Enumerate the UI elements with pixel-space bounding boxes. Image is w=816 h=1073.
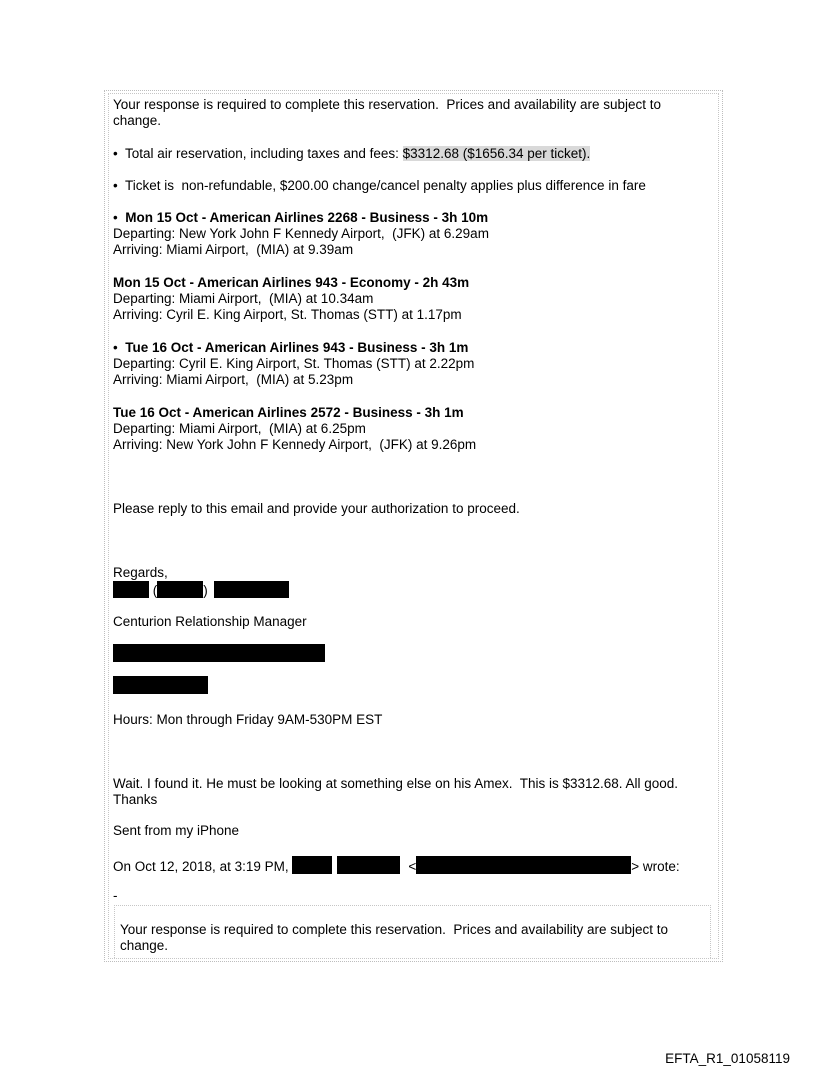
flight-arriving: Arriving: Miami Airport, (MIA) at 9.39am <box>113 242 354 257</box>
hours-line: Hours: Mon through Friday 9AM-530PM EST <box>113 712 383 727</box>
flight-departing: Departing: Miami Airport, (MIA) at 10.34am <box>113 291 374 306</box>
bullet-glyph: • <box>113 146 118 161</box>
flight-heading-text: Tue 16 Oct - American Airlines 2572 - Business - 3h 1m <box>113 405 464 420</box>
flight-segment <box>113 210 712 258</box>
bullet-glyph: • <box>113 340 118 355</box>
quoted-intro-paragraph: Your response is required to complete this reservation. Prices and availability are subject to change. <box>120 922 672 953</box>
bullet-glyph: • <box>113 210 118 225</box>
job-title-line: Centurion Relationship Manager <box>113 614 307 629</box>
dash-line: - <box>113 888 118 903</box>
paren-open: ( <box>149 583 158 598</box>
flight-heading <box>113 210 712 226</box>
bullet-spacer <box>118 178 125 193</box>
sent-from-line: Sent from my iPhone <box>113 823 240 838</box>
bates-number: EFTA_R1_01058119 <box>665 1051 790 1066</box>
reply-body: Wait. I found it. He must be looking at something else on his Amex. This is $3312.68. All good. Thanks <box>113 776 682 807</box>
redaction-bar <box>113 676 208 694</box>
flight-segment <box>113 275 712 323</box>
reply-request-line: Please reply to this email and provide your authorization to proceed. <box>113 501 520 516</box>
flight-departing: Departing: New York John F Kennedy Airport, (JFK) at 6.29am <box>113 226 489 241</box>
flight-heading-text: Mon 15 Oct - American Airlines 2268 - Business - 3h 10m <box>125 210 489 225</box>
flight-segment <box>113 405 712 453</box>
nested-quote-box <box>114 905 711 959</box>
outer-quote-border <box>104 90 723 962</box>
angle-close-wrote: > wrote: <box>631 859 680 874</box>
flight-heading-text: Mon 15 Oct - American Airlines 943 - Economy - 2h 43m <box>113 275 470 290</box>
bullet-spacer <box>118 146 125 161</box>
redaction-bar <box>113 581 149 598</box>
redaction-bar <box>337 856 400 874</box>
flight-arriving: Arriving: Miami Airport, (MIA) at 5.23pm <box>113 372 354 387</box>
paren-close: ) <box>203 583 208 598</box>
redaction-bar <box>292 856 332 874</box>
flight-arriving: Arriving: New York John F Kennedy Airport, (JFK) at 9.26pm <box>113 437 477 452</box>
flight-heading-text: Tue 16 Oct - American Airlines 943 - Business - 3h 1m <box>125 340 469 355</box>
bullet-glyph: • <box>113 178 118 193</box>
inner-quote-border <box>108 93 719 959</box>
intro-paragraph: Your response is required to complete this reservation. Prices and availability are subject to change. <box>113 97 665 128</box>
total-fare-text: Total air reservation, including taxes and fees: <box>125 146 403 161</box>
quote-prefix: On Oct 12, 2018, at 3:19 PM, <box>113 859 293 874</box>
flight-departing: Departing: Cyril E. King Airport, St. Thomas (STT) at 2.22pm <box>113 356 475 371</box>
redaction-bar <box>214 581 289 598</box>
flight-heading <box>113 340 712 356</box>
redaction-bar <box>157 581 203 598</box>
quote-attribution-line <box>113 856 712 876</box>
signature-redacted-line <box>113 581 712 600</box>
angle-open: < <box>408 859 417 874</box>
flight-departing: Departing: Miami Airport, (MIA) at 6.25pm <box>113 421 366 436</box>
total-fare-highlight: $3312.68 ($1656.34 per ticket). <box>402 146 591 161</box>
redaction-bar <box>416 856 631 874</box>
ticket-policy-line <box>113 178 712 194</box>
flight-arriving: Arriving: Cyril E. King Airport, St. Thomas (STT) at 1.17pm <box>113 307 462 322</box>
ticket-policy-text: Ticket is non-refundable, $200.00 change/cancel penalty applies plus difference in fare <box>125 178 646 193</box>
redaction-bar <box>113 644 325 662</box>
regards-line: Regards, <box>113 565 168 580</box>
total-fare-line <box>113 146 712 162</box>
flight-segment <box>113 340 712 388</box>
